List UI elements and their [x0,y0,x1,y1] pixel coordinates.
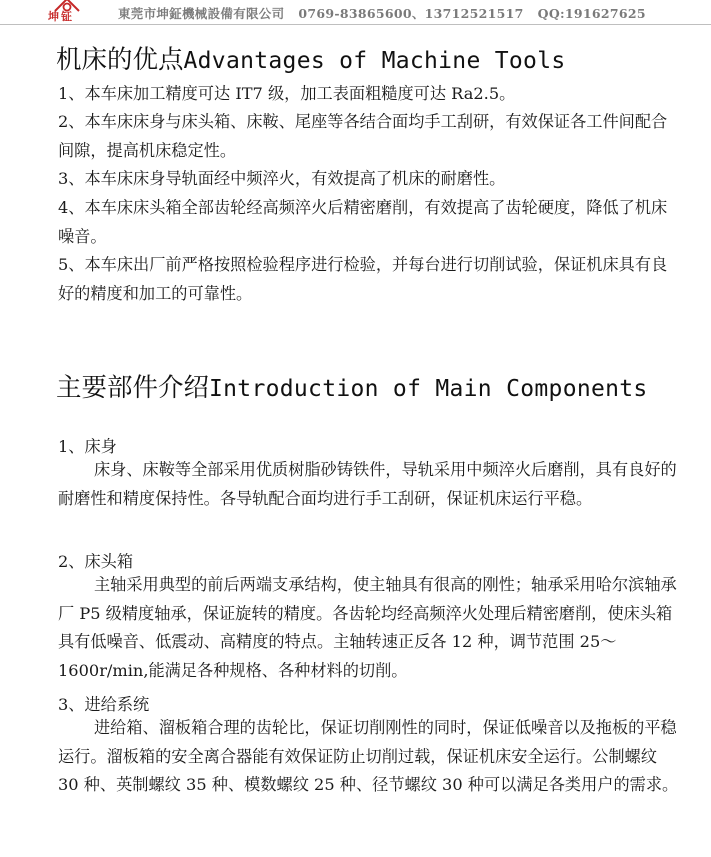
qq-number: QQ:191627625 [537,6,646,21]
phone-number: 0769-83865600、13712521517 [298,6,524,21]
advantages-title-cn: 机床的优点 [56,45,184,75]
header-contact-line [118,4,660,22]
section-body-bed: 床身、床鞍等全部采用优质树脂砂铸铁件，导轨采用中频淬火后磨削，具有良好的耐磨性和精度保持性。各导轨配合面均进行手工刮研，保证机床运行平稳。 [58,460,677,508]
advantage-item-1: 1、本车床加工精度可达 IT7 级，加工表面粗糙度可达 Ra2.5。 [58,84,516,103]
page-header [0,0,711,25]
section-body-feed-system: 进给箱、溜板箱合理的齿轮比，保证切削刚性的同时，保证低噪音以及拖板的平稳运行。溜板箱的安全离合器能有效保证防止切削过载，保证机床安全运行。公制螺纹 30 种、英制螺纹 35 种、模数螺纹 25 种、径节螺纹 30 种可以满足各类用户的需求。 [58,718,679,794]
company-name: 東莞市坤鉦機械設備有限公司 [118,6,285,21]
advantage-item-4: 4、本车床床头箱全部齿轮经高频淬火后精密磨削，有效提高了齿轮硬度，降低了机床噪音。 [58,198,668,246]
components-title-en: Introduction of Main Components [209,376,648,402]
logo-text: 坤钲 [48,10,74,23]
section-heading-feed-system: 3、进给系统 [58,695,150,714]
advantage-item-3: 3、本车床床身导轨面经中频淬火，有效提高了机床的耐磨性。 [58,169,506,188]
section-body-headstock: 主轴采用典型的前后两端支承结构，使主轴具有很高的刚性；轴承采用哈尔滨轴承厂 P5 级精度轴承，保证旋转的精度。各齿轮均经高频淬火处理后精密磨削，使床头箱具有低噪音、低震动、高精度的特点。主轴转速正反各 12 种，调节范围 25～1600r/min,能满足各种规格、各种材料的切削。 [58,575,677,680]
section-heading-headstock: 2、床头箱 [58,552,134,571]
advantage-item-2: 2、本车床床身与床头箱、床鞍、尾座等各结合面均手工刮研，有效保证各工件间配合间隙，提高机床稳定性。 [58,112,668,160]
components-title-cn: 主要部件介绍 [56,373,210,403]
components-title [56,368,648,404]
company-logo [44,0,90,24]
advantage-item-5: 5、本车床出厂前严格按照检验程序进行检验，并每台进行切削试验，保证机床具有良好的精度和加工的可靠性。 [58,255,668,303]
advantages-title [56,40,566,76]
section-heading-bed: 1、床身 [58,437,117,456]
advantages-title-en: Advantages of Machine Tools [183,48,566,74]
